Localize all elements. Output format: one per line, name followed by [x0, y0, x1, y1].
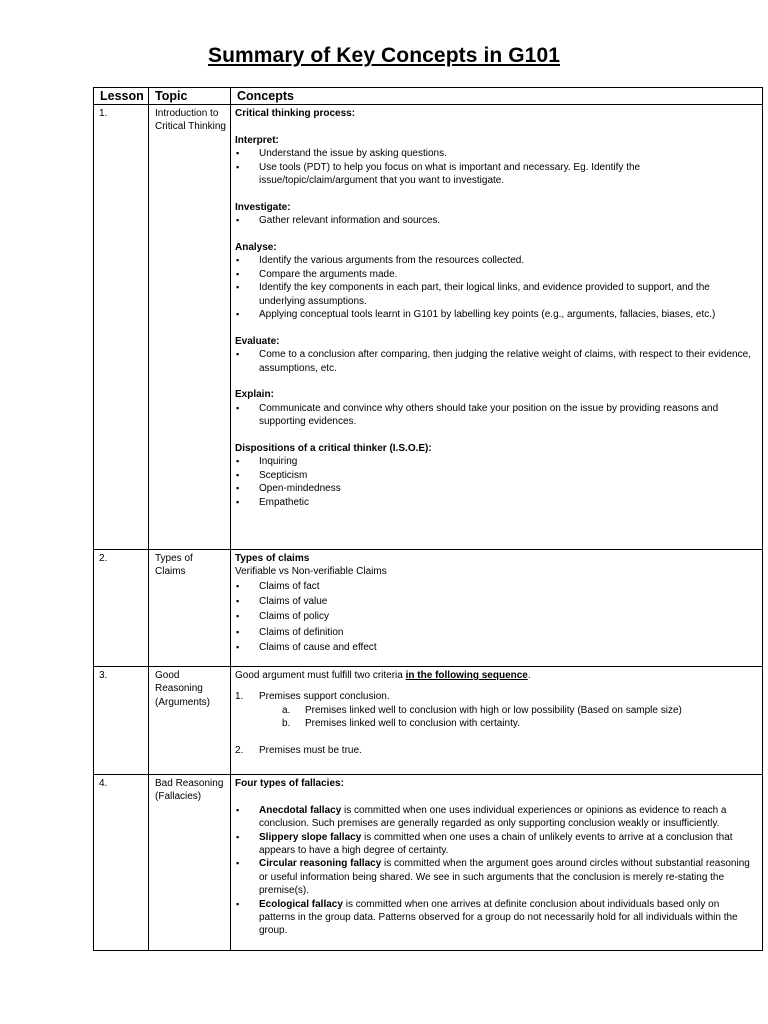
- sub-criterion-text: Premises linked well to conclusion with high or low possibility (Based on sample size): [305, 704, 682, 716]
- section-heading: Analyse:: [235, 242, 277, 254]
- sub-criterion-a: [235, 704, 758, 717]
- bullet-list: [235, 214, 758, 227]
- section-heading: Interpret:: [235, 134, 279, 146]
- criteria-intro-emphasis: in the following sequence: [405, 670, 528, 681]
- fallacy-description: is committed when one uses a chain of unlikely events to arrive at a conclusion that appears to have a high degree of certainty.: [259, 831, 733, 857]
- list-item: [235, 857, 758, 897]
- list-item: ▪ Scepticism: [235, 469, 758, 482]
- table-row-lesson-2: [94, 550, 763, 667]
- lesson-number: 3.: [94, 667, 149, 775]
- bullet-list: [235, 254, 758, 321]
- bullet-list: [235, 348, 758, 375]
- concepts-cell: [231, 550, 763, 667]
- topic-name: Introduction to Critical Thinking: [149, 105, 231, 550]
- section-subheading: Verifiable vs Non-verifiable Claims: [235, 566, 387, 578]
- list-item: ▪ Come to a conclusion after comparing, then judging the relative weight of claims, with respect to their evidence, assumptions, etc.: [235, 348, 758, 375]
- document-title: Summary of Key Concepts in G101: [207, 44, 561, 67]
- table-row-lesson-4: [94, 775, 763, 951]
- sub-criterion-label: b.: [282, 718, 291, 730]
- lesson-number: 1.: [94, 105, 149, 550]
- list-item: ▪ Compare the arguments made.: [235, 268, 758, 281]
- list-item: [235, 831, 758, 858]
- list-item: ▪ Use tools (PDT) to help you focus on what is important and necessary. Eg. Identify the issue/topic/claim/argument that you want to investigate.: [235, 161, 758, 188]
- list-item: [235, 898, 758, 938]
- list-item: ▪ Applying conceptual tools learnt in G101 by labelling key points (e.g., arguments, fallacies, biases, etc.): [235, 308, 758, 321]
- fallacy-name: Ecological fallacy: [259, 898, 343, 910]
- fallacy-list: [235, 804, 758, 938]
- list-item: ▪ Claims of cause and effect: [235, 640, 758, 655]
- bullet-list: [235, 402, 758, 429]
- list-item: ▪ Claims of value: [235, 594, 758, 609]
- section-heading: Evaluate:: [235, 335, 280, 347]
- list-item: ▪ Claims of fact: [235, 579, 758, 594]
- topic-name: Bad Reasoning (Fallacies): [149, 775, 231, 951]
- sub-criterion-b: [235, 717, 758, 730]
- bullet-list: [235, 455, 758, 509]
- list-item: ▪ Identify the various arguments from the resources collected.: [235, 254, 758, 267]
- criterion-text: Premises support conclusion.: [259, 691, 390, 703]
- list-item: ▪ Empathetic: [235, 496, 758, 509]
- header-topic: Topic: [149, 88, 231, 105]
- criteria-intro: [235, 669, 758, 682]
- fallacy-description: is committed when one uses individual experiences or opinions as evidence to reach a conclusion. Such premises are generally regarded as only supporting conclusion weakly or insufficiently.: [259, 804, 727, 830]
- section-heading: Four types of fallacies:: [235, 778, 344, 789]
- criterion-2: [235, 744, 758, 757]
- list-item: ▪ Identify the key components in each part, their logical links, and evidence provided to support, and the underlying assumptions.: [235, 281, 758, 308]
- concepts-cell: [231, 105, 763, 550]
- list-item: ▪ Claims of policy: [235, 609, 758, 624]
- lesson-number: 2.: [94, 550, 149, 667]
- section-heading: Investigate:: [235, 201, 291, 213]
- list-item: ▪ Gather relevant information and sources.: [235, 214, 758, 227]
- list-item: [235, 804, 758, 831]
- concepts-table: [93, 87, 763, 951]
- fallacy-description: is committed when one arrives at definite conclusion about individuals based only on patterns in the group data. Patterns observed for a group do not necessarily hold for all individuals within the group.: [259, 898, 738, 937]
- concepts-cell: [231, 667, 763, 775]
- criterion-text: Premises must be true.: [259, 745, 362, 757]
- list-item: ▪ Claims of definition: [235, 625, 758, 640]
- list-item: ▪ Inquiring: [235, 455, 758, 468]
- criteria-intro-text: Good argument must fulfill two criteria: [235, 670, 406, 681]
- criterion-1: [235, 690, 758, 703]
- fallacy-name: Circular reasoning fallacy: [259, 858, 382, 870]
- list-item: ▪ Open-mindedness: [235, 482, 758, 495]
- topic-name: Types of Claims: [149, 550, 231, 667]
- criteria-intro-end: .: [527, 670, 531, 681]
- bullet-list: [235, 147, 758, 187]
- fallacy-name: Slippery slope fallacy: [259, 831, 362, 843]
- section-heading: Dispositions of a critical thinker (I.S.O.E):: [235, 443, 432, 455]
- fallacy-description: is committed when the argument goes around circles without substantial reasoning or useful information being shared. We see in such arguments that the conclusion is merely re-stating the premise(s).: [259, 858, 750, 897]
- section-intro: Critical thinking process:: [235, 108, 356, 119]
- lesson-number: 4.: [94, 775, 149, 951]
- criterion-number: 2.: [235, 745, 244, 757]
- header-concepts: Concepts: [231, 88, 763, 105]
- bullet-list: [235, 579, 758, 655]
- concepts-cell: [231, 775, 763, 951]
- table-row-lesson-3: [94, 667, 763, 775]
- table-header-row: [94, 88, 763, 105]
- topic-name: Good Reasoning (Arguments): [149, 667, 231, 775]
- criterion-number: 1.: [235, 691, 244, 703]
- header-lesson: Lesson: [94, 88, 149, 105]
- section-heading: Types of claims: [235, 553, 310, 564]
- fallacy-name: Anecdotal fallacy: [259, 804, 342, 816]
- sub-criterion-label: a.: [282, 704, 291, 716]
- section-heading: Explain:: [235, 389, 274, 401]
- list-item: ▪ Understand the issue by asking questions.: [235, 147, 758, 160]
- sub-criterion-text: Premises linked well to conclusion with certainty.: [305, 718, 520, 730]
- list-item: ▪ Communicate and convince why others should take your position on the issue by providing reasons and supporting evidences.: [235, 402, 758, 429]
- table-row-lesson-1: [94, 105, 763, 550]
